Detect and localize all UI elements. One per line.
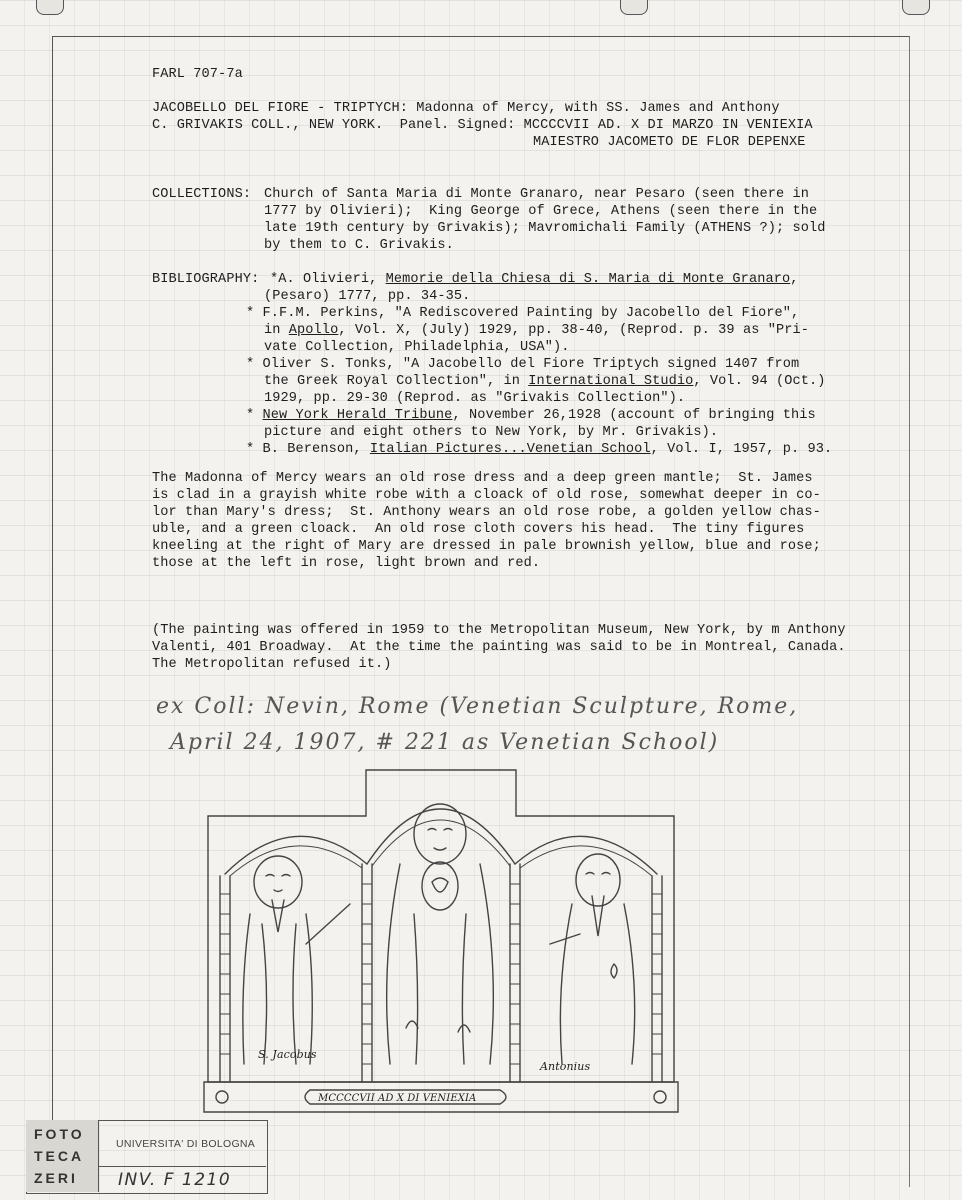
binder-clip-right [902,0,930,15]
binder-clip-left [36,0,64,15]
bib-entry-tonks: * Oliver S. Tonks, "A Jacobello del Fiore Triptych signed 1407 from [246,357,800,372]
note-line: (The painting was offered in 1959 to the Metropolitan Museum, New York, by m Anthony [152,623,846,638]
description-line: those at the left in rose, light brown and red. [152,556,541,571]
sketch-inscription: MCCCCVII AD X DI VENIEXIA [318,1093,477,1104]
sketch-label-antonius: Antonius [540,1060,591,1073]
fototeca-logo-line: ZERI [34,1170,78,1186]
title-line-2: C. GRIVAKIS COLL., NEW YORK. Panel. Signed: MCCCCVII AD. X DI MARZO IN VENIEXIA [152,118,813,133]
collections-line: Church of Santa Maria di Monte Granaro, near Pesaro (seen there in [264,187,809,202]
description-line: uble, and a green cloack. An old rose cloth covers his head. The tiny figures [152,522,805,537]
university-name: UNIVERSITA' DI BOLOGNA [116,1138,256,1150]
note-line: The Metropolitan refused it.) [152,657,392,672]
bib-entry-berenson: * B. Berenson, Italian Pictures...Venetian School, Vol. I, 1957, p. 93. [246,442,833,457]
inventory-number: INV. F 1210 [118,1170,232,1190]
bib-entry-perkins-cont: in Apollo, Vol. X, (July) 1929, pp. 38-40, (Reprod. p. 39 as "Pri- [264,323,810,338]
title-line-1: JACOBELLO DEL FIORE - TRIPTYCH: Madonna of Mercy, with SS. James and Anthony [152,101,780,116]
bibliography-label: BIBLIOGRAPHY: [152,272,260,287]
fototeca-logo-line: FOTO [34,1126,85,1142]
collections-label: COLLECTIONS: [152,187,252,202]
description-line: is clad in a grayish white robe with a cloack of old rose, somewhat deeper in co- [152,488,821,503]
collections-line: by them to C. Grivakis. [264,238,454,253]
bib-entry-perkins-cont: vate Collection, Philadelphia, USA"). [264,340,570,355]
bib-entry-olivieri: *A. Olivieri, Memorie della Chiesa di S. Maria di Monte Granaro, [270,272,799,287]
collections-line: 1777 by Olivieri); King George of Grece, Athens (seen there in the [264,204,818,219]
collections-line: late 19th century by Grivakis); Mavromichali Family (ATHENS ?); sold [264,221,826,236]
bib-entry-tonks-cont: the Greek Royal Collection", in International Studio, Vol. 94 (Oct.) [264,374,826,389]
reference-code: FARL 707-7a [152,67,243,82]
description-line: The Madonna of Mercy wears an old rose dress and a deep green mantle; St. James [152,471,813,486]
bib-entry-tonks-cont: 1929, pp. 29-30 (Reprod. as "Grivakis Collection"). [264,391,686,406]
description-line: lor than Mary's dress; St. Anthony wears an old rose robe, a golden yellow chas- [152,505,821,520]
binder-clip-middle [620,0,648,15]
bib-entry-herald: * New York Herald Tribune, November 26,1928 (account of bringing this [246,408,816,423]
fototeca-logo-line: TECA [34,1148,85,1164]
handwritten-provenance-line: April 24, 1907, # 221 as Venetian School) [170,730,720,755]
sketch-label-jacobus: S. Jacobus [258,1048,317,1061]
stamp-divider [98,1166,266,1167]
fototeca-logo [26,1120,99,1192]
bib-entry-perkins: * F.F.M. Perkins, "A Rediscovered Painting by Jacobello del Fiore", [246,306,800,321]
bib-entry-olivieri-cont: (Pesaro) 1777, pp. 34-35. [264,289,471,304]
note-line: Valenti, 401 Broadway. At the time the painting was said to be in Montreal, Canada. [152,640,846,655]
bib-entry-herald-cont: picture and eight others to New York, by Mr. Grivakis). [264,425,719,440]
description-line: kneeling at the right of Mary are dressed in pale brownish yellow, blue and rose; [152,539,821,554]
title-line-3: MAIESTRO JACOMETO DE FLOR DEPENXE [533,135,806,150]
handwritten-provenance-line: ex Coll: Nevin, Rome (Venetian Sculpture, Rome, [156,694,799,719]
